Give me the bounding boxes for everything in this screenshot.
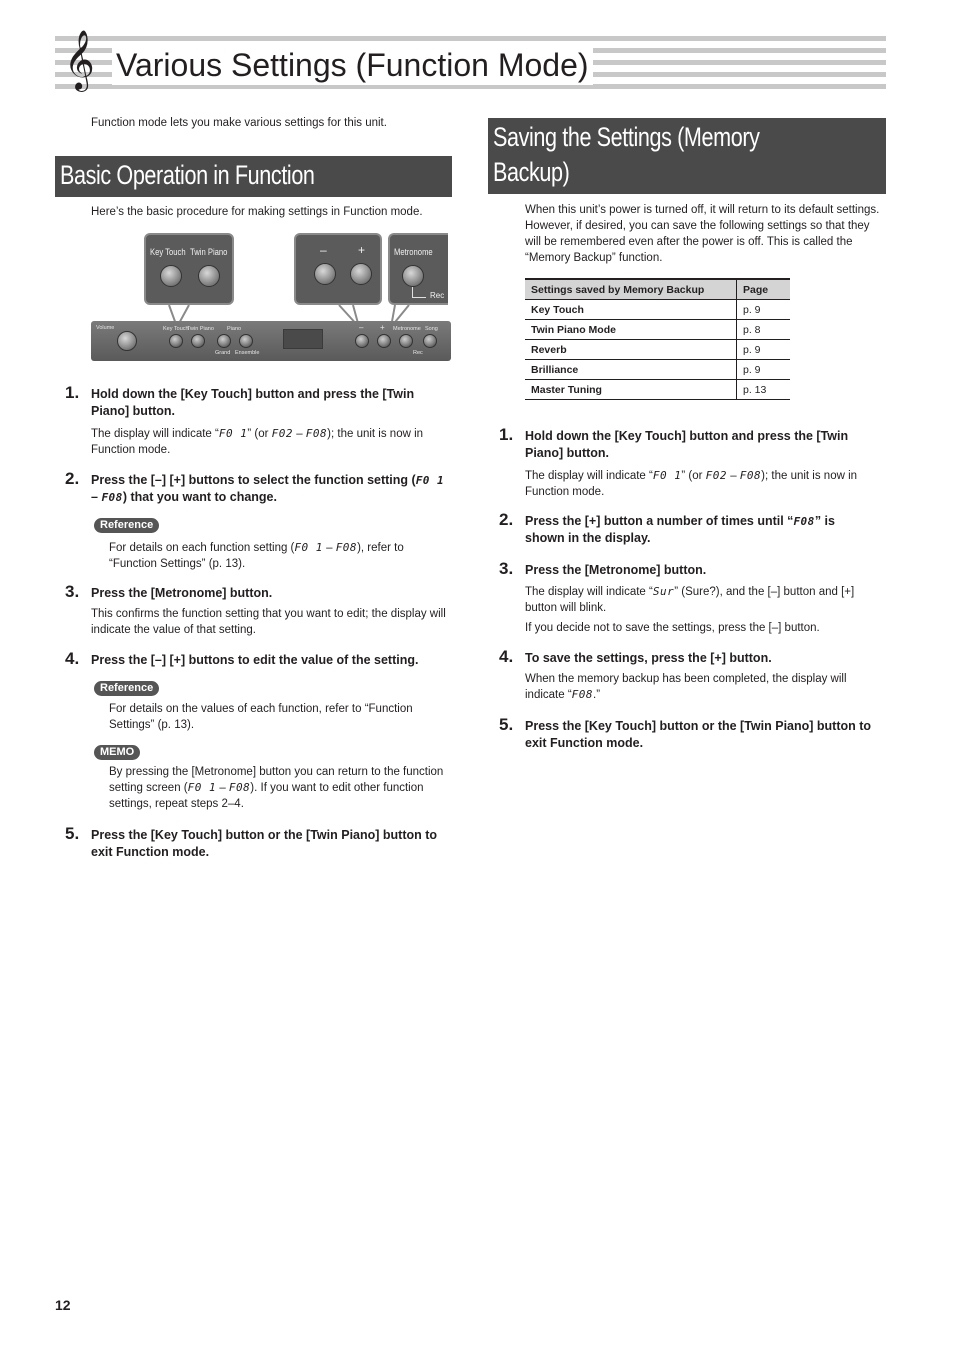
strip-twin-piano-button (191, 334, 205, 348)
treble-clef-icon: 𝄞 (64, 30, 95, 90)
step-number: 5. (65, 824, 80, 843)
saving-lead: When this unit’s power is turned off, it will return to its default settings. However, if desired, you can save the following settings so that they will be remembered even after the power is off. This is called the “Memory Backup” function. (525, 204, 880, 264)
control-strip (91, 321, 451, 361)
strip-song-label: Song (425, 326, 438, 332)
step-number: 1. (65, 383, 80, 402)
panel-illustration (91, 231, 451, 363)
section-title-saving: Saving the Settings (Memory Backup) (488, 118, 886, 194)
step-heading: Press the [–] [+] buttons to select the function setting (F0 1 – F08) that you want to change. (91, 473, 445, 504)
step-heading: Press the [Key Touch] button or the [Twin Piano] button to exit Function mode. (525, 719, 872, 750)
step-body: This confirms the function setting that you want to edit; the display will indicate the value of that setting. (91, 608, 446, 636)
twin-piano-label: Twin Piano (190, 247, 228, 257)
basic-lead: Here’s the basic procedure for making settings in Function mode. (91, 206, 423, 218)
reference-text: For details on the values of each function, refer to “Function Settings” (p. 13). (109, 703, 413, 731)
memo-text: By pressing the [Metronome] button you can return to the function setting screen (F0 1 – F08). If you want to edit other function settings, repeat steps 2–4. (109, 766, 444, 810)
table-cell: p. 9 (737, 340, 791, 360)
table-cell: p. 13 (737, 380, 791, 400)
step-number: 4. (65, 649, 80, 668)
display-window (283, 329, 323, 349)
table-row (525, 340, 790, 360)
table-cell: p. 9 (737, 300, 791, 320)
page-title: Various Settings (Function Mode) (112, 45, 593, 85)
strip-grand-button (217, 334, 231, 348)
table-header: Page (737, 279, 791, 300)
strip-song-button (423, 334, 437, 348)
table-row (525, 320, 790, 340)
strip-metronome-label: Metronome (393, 326, 421, 332)
table-row (525, 300, 790, 320)
step-body: If you decide not to save the settings, press the [–] button. (525, 622, 820, 634)
memo-badge: MEMO (94, 745, 140, 760)
strip-metronome-button (399, 334, 413, 348)
strip-key-touch-label: Key Touch (163, 326, 189, 332)
strip-minus-label: – (359, 323, 364, 332)
page-number: 12 (55, 1297, 71, 1313)
table-cell: p. 9 (737, 360, 791, 380)
step-number: 4. (499, 647, 514, 666)
step-heading: Press the [+] button a number of times until “F08” is shown in the display. (525, 514, 835, 545)
step-heading: Press the [Metronome] button. (91, 586, 273, 600)
strip-minus-button (355, 334, 369, 348)
minus-label: – (320, 243, 327, 257)
strip-piano-label: Piano (227, 326, 242, 332)
strip-ensemble-button (239, 334, 253, 348)
table-cell: Master Tuning (525, 380, 737, 400)
table-cell: p. 8 (737, 320, 791, 340)
step-body: The display will indicate “F0 1” (or F02 – F08); the unit is now in Function mode. (525, 469, 858, 498)
staff-line (55, 36, 886, 41)
plus-label: + (358, 243, 366, 257)
reference-badge: Reference (94, 681, 159, 696)
strip-plus-button (377, 334, 391, 348)
rec-label: Rec (430, 291, 445, 300)
step-heading: Press the [Key Touch] button or the [Twin Piano] button to exit Function mode. (91, 828, 438, 859)
strip-key-touch-button (169, 334, 183, 348)
grand-label: Grand (215, 350, 231, 356)
reference-text: For details on each function setting (F0 1 – F08), refer to “Function Settings” (p. 13). (109, 541, 404, 570)
table-row (525, 380, 790, 400)
table-header: Settings saved by Memory Backup (525, 279, 737, 300)
table-row (525, 360, 790, 380)
volume-knob (117, 331, 137, 351)
step-body: When the memory backup has been completed, the display will indicate “F08.” (525, 673, 847, 701)
table-cell: Twin Piano Mode (525, 320, 737, 340)
ensemble-label: Ensemble (235, 350, 260, 356)
step-heading: Press the [–] [+] buttons to edit the value of the setting. (91, 653, 419, 667)
key-touch-label: Key Touch (150, 247, 186, 257)
step-heading: To save the settings, press the [+] button. (525, 651, 772, 665)
step-number: 2. (65, 469, 80, 488)
section-title-basic: Basic Operation in Function Mode (55, 156, 452, 197)
table-header-row (525, 279, 790, 300)
step-number: 3. (499, 559, 514, 578)
strip-twin-piano-label: Twin Piano (187, 326, 214, 332)
intro-text: Function mode lets you make various settings for this unit. (91, 117, 387, 129)
strip-rec-label: Rec (413, 350, 423, 356)
step-body: The display will indicate “F0 1” (or F02 – F08); the unit is now in Function mode. (91, 427, 424, 456)
memory-backup-table (525, 278, 790, 400)
table-cell: Reverb (525, 340, 737, 360)
volume-label: Volume (96, 325, 115, 331)
step-number: 1. (499, 425, 514, 444)
table-cell: Key Touch (525, 300, 737, 320)
step-number: 3. (65, 582, 80, 601)
step-number: 5. (499, 715, 514, 734)
step-heading: Hold down the [Key Touch] button and press the [Twin Piano] button. (91, 387, 415, 418)
reference-badge: Reference (94, 518, 159, 533)
strip-plus-label: + (380, 323, 385, 332)
table-cell: Brilliance (525, 360, 737, 380)
step-heading: Press the [Metronome] button. (525, 563, 707, 577)
step-body: The display will indicate “Sur” (Sure?), and the [–] button and [+] button will blink. (525, 585, 855, 614)
step-heading: Hold down the [Key Touch] button and press the [Twin Piano] button. (525, 429, 849, 460)
step-number: 2. (499, 510, 514, 529)
metronome-label: Metronome (394, 247, 433, 257)
